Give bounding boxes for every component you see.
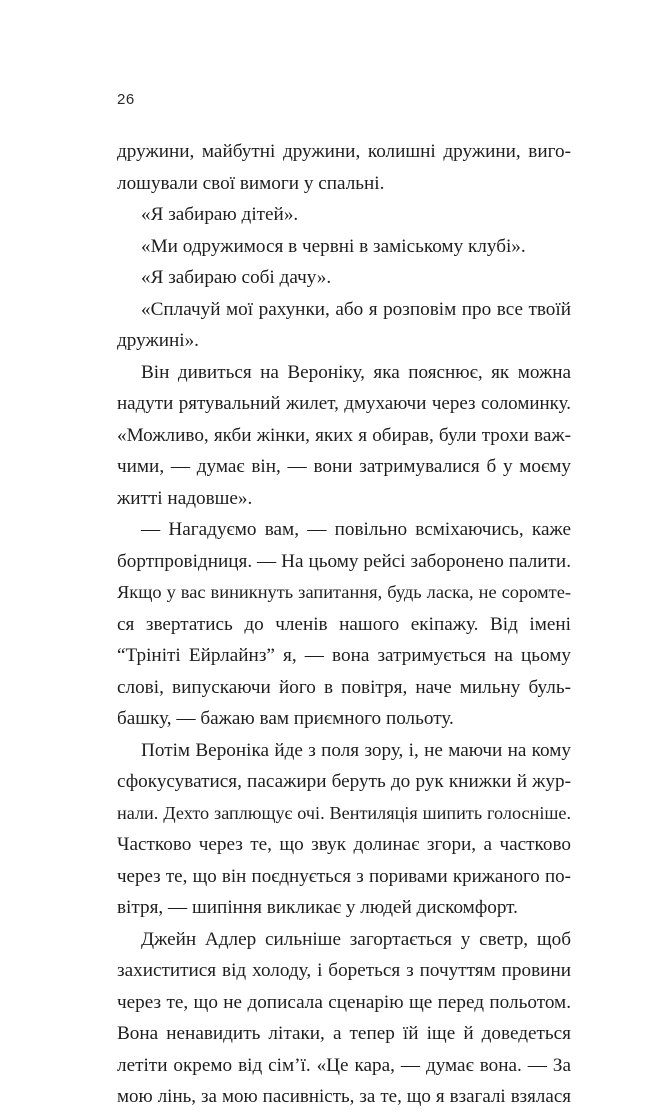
page-number: 26	[117, 91, 135, 108]
text-line: лошували свої вимоги у спальні.	[117, 172, 385, 194]
text-line: захиститися від холоду, і бореться з почуттям провини	[117, 960, 571, 981]
text-line: через те, що він поєднується з поривами крижаного по-	[117, 865, 571, 887]
text-line: «Я забираю дітей».	[141, 204, 299, 225]
text-line: “Трініті Ейрлайнз” я, — вона затримується на цьому	[117, 645, 571, 666]
text-line: вітря, — шипіння викликає у людей дискомфорт.	[117, 897, 518, 918]
text-line: — Нагадуємо вам, — повільно всміхаючись, каже	[141, 519, 571, 540]
text-line: Якщо у вас виникнуть запитання, будь ласка, не соромте-	[117, 582, 571, 602]
text-line: нали. Дехто заплющує очі. Вентиляція шипить голосніше.	[117, 802, 571, 823]
text-line: дружини, майбутні дружини, колишні дружини, виго-	[117, 141, 571, 162]
text-line: «Можливо, якби жінки, яких я обирав, були трохи важ-	[117, 424, 571, 446]
text-line: летіти окремо від сім’ї. «Це кара, — думає вона. — За	[117, 1054, 571, 1076]
text-line: «Я забираю собі дачу».	[141, 267, 332, 288]
text-line: Джейн Адлер сильніше загортається у светр, щоб	[141, 928, 571, 950]
body-text	[117, 136, 571, 1113]
text-line: слові, випускаючи його в повітря, наче мильну буль-	[117, 676, 571, 698]
text-line: сфокусуватися, пасажири беруть до рук книжки й жур-	[117, 771, 571, 792]
text-line: через те, що не дописала сценарію ще перед польотом.	[117, 991, 571, 1013]
text-line: «Сплачуй мої рахунки, або я розповім про все твоїй	[141, 298, 571, 320]
text-line: чими, — думає він, — вони затримувалися б у моєму	[117, 456, 571, 477]
text-line: Він дивиться на Вероніку, яка пояснює, як можна	[141, 361, 571, 383]
text-line: Вона ненавидить літаки, а тепер їй іще й доведеться	[117, 1023, 571, 1044]
text-line: дружині».	[117, 330, 199, 351]
text-line: башку, — бажаю вам приємного польоту.	[117, 708, 454, 729]
text-line: Потім Вероніка йде з поля зору, і, не маючи на кому	[141, 739, 571, 761]
text-line: бортпровідниця. — На цьому рейсі заборонено палити.	[117, 550, 571, 572]
text-line: житті надовше».	[117, 487, 253, 509]
text-line: надути рятувальний жилет, дмухаючи через соломинку.	[117, 393, 571, 414]
text-line: Частково через те, що звук долинає згори, а частково	[117, 834, 571, 855]
text-line: ся звертатись до членів нашого екіпажу. Від імені	[117, 613, 571, 635]
text-line: «Ми одружимося в червні в заміському клубі».	[141, 235, 526, 257]
text-line: мою лінь, за мою пасивність, за те, що я взагалі взялася	[117, 1086, 571, 1107]
